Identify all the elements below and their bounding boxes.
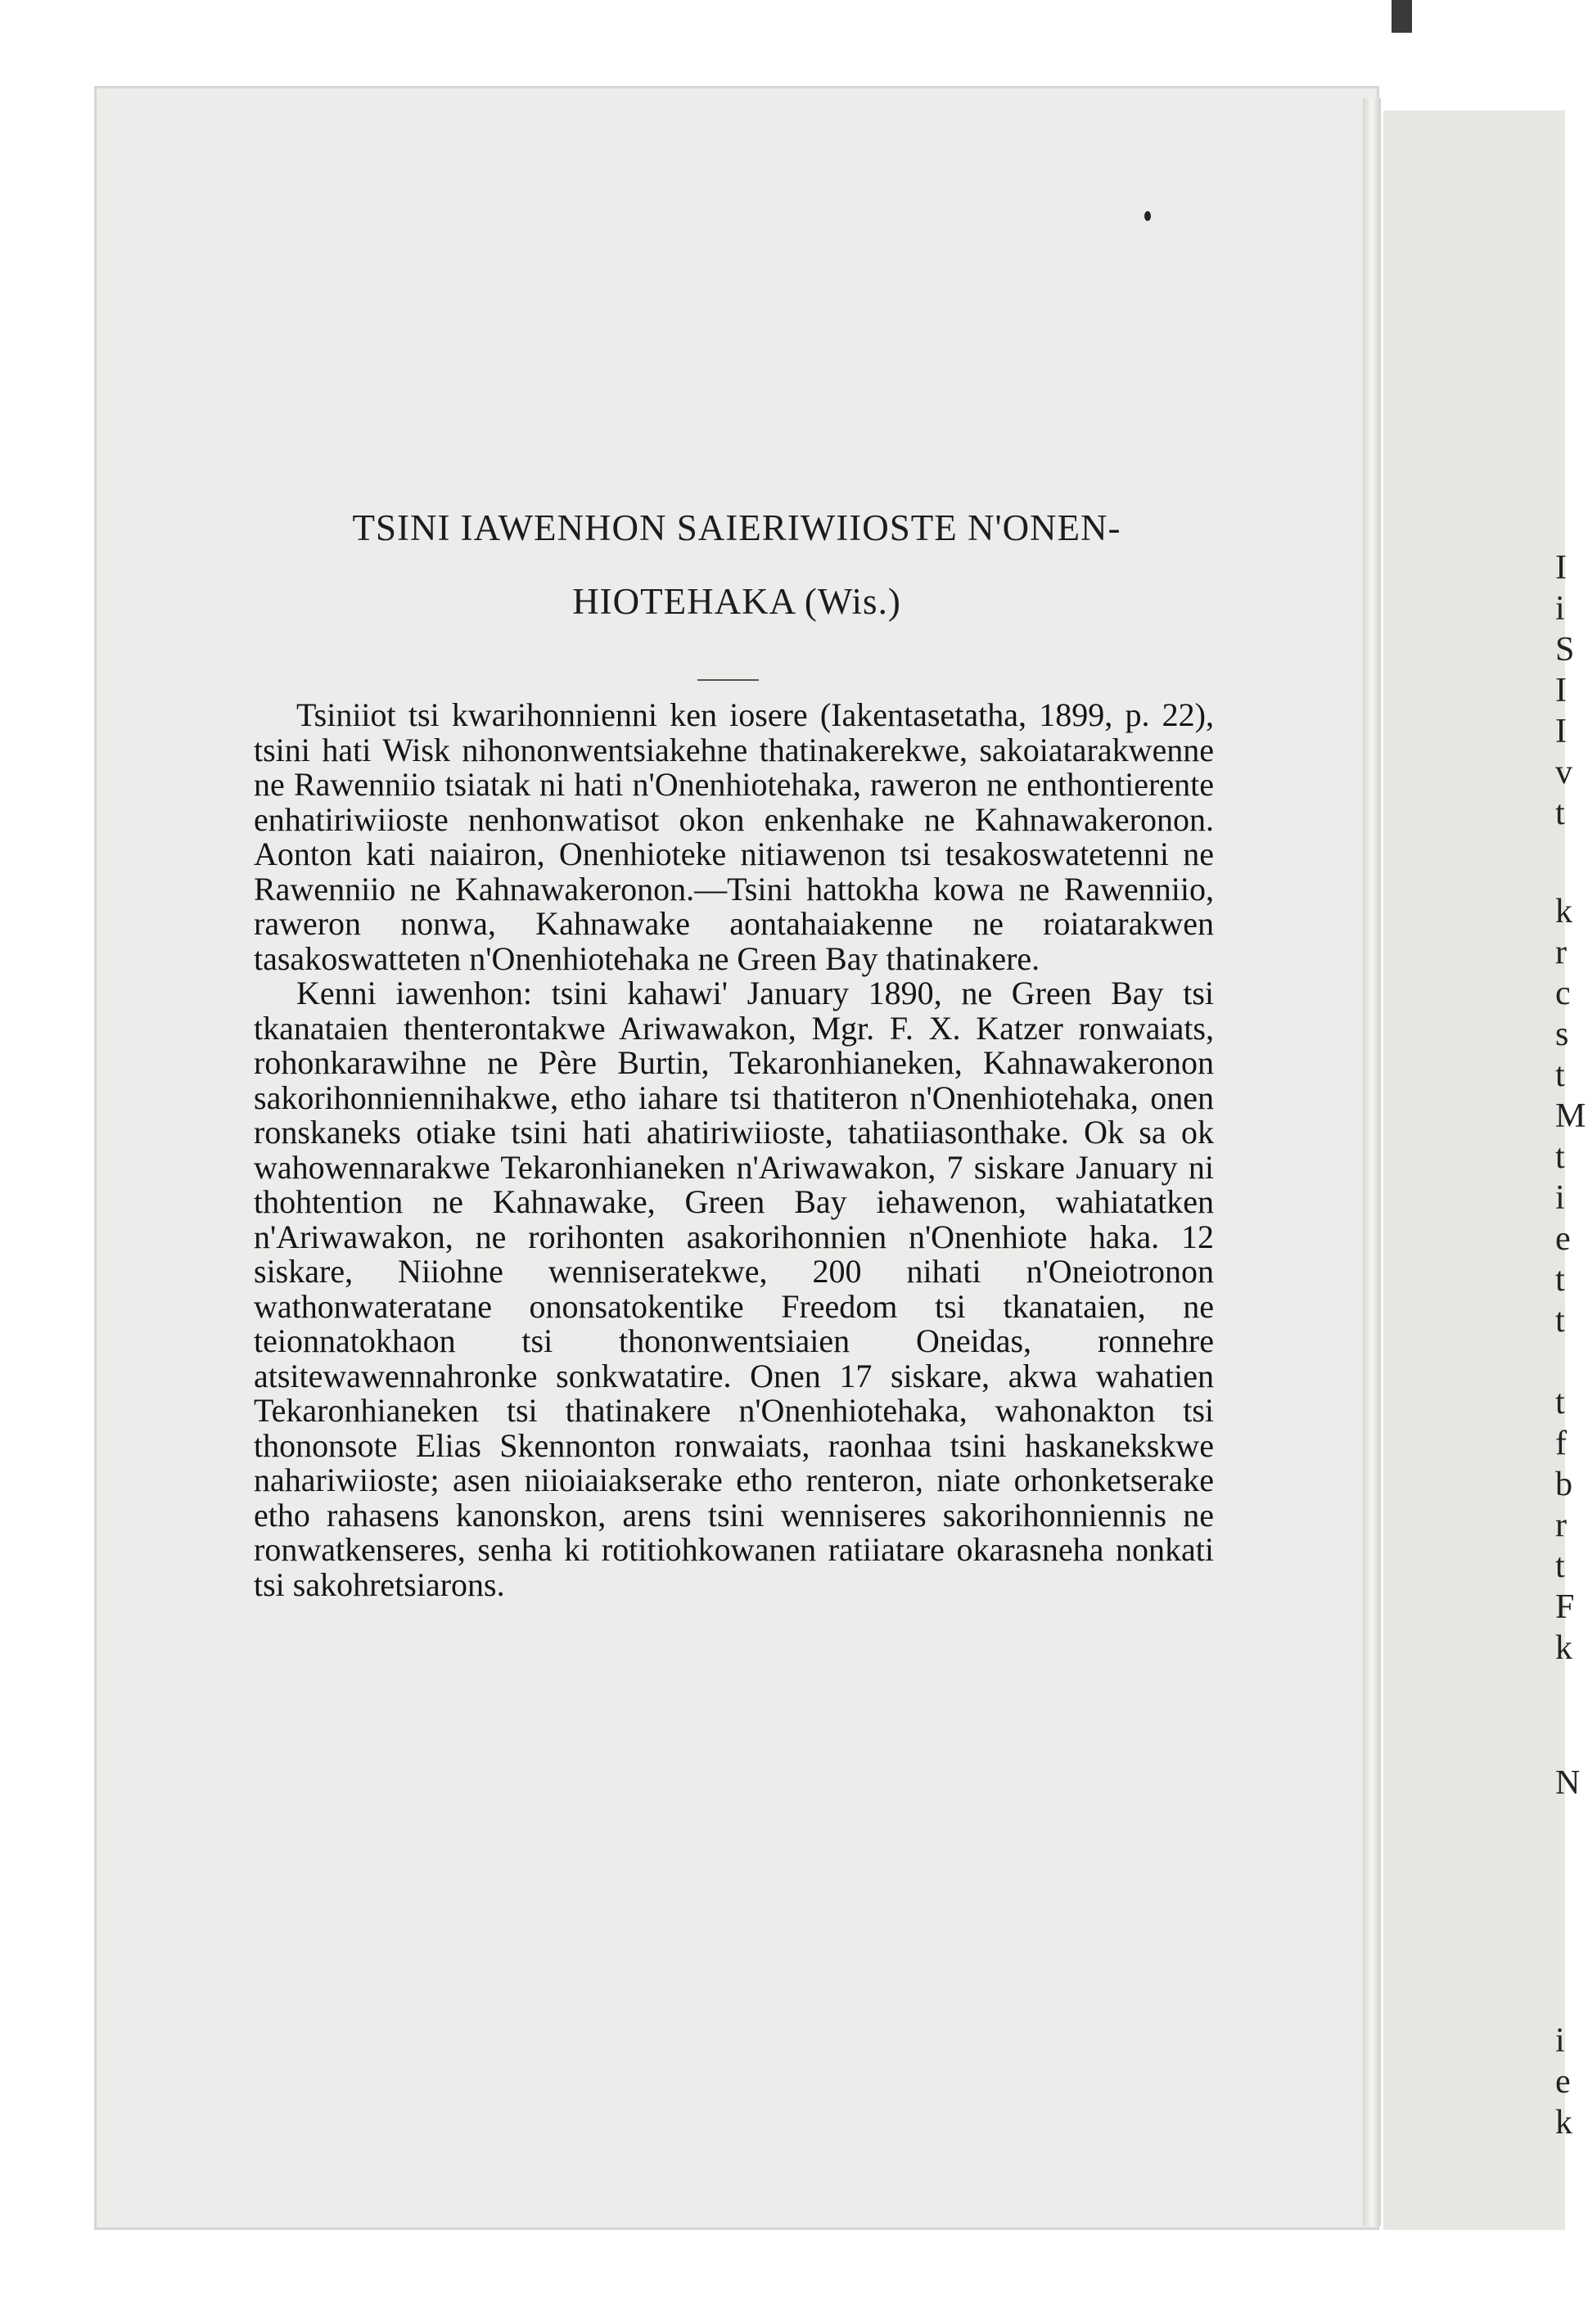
fragment: b xyxy=(1555,1466,1572,1503)
fragment: F xyxy=(1555,1588,1575,1626)
fragment: v xyxy=(1555,754,1572,791)
document-title xyxy=(229,491,1244,638)
fragment: i xyxy=(1555,2022,1565,2060)
fragment: t xyxy=(1555,1261,1565,1299)
facing-page-edge xyxy=(1383,110,1586,2230)
body-text xyxy=(254,698,1214,1602)
fragment: k xyxy=(1555,893,1572,930)
fragment: t xyxy=(1555,795,1565,832)
fragment: c xyxy=(1555,975,1571,1012)
fragment: N xyxy=(1555,1764,1581,1802)
fragment: t xyxy=(1555,1547,1565,1585)
paragraph: Kenni iawenhon: tsini kahawi' January 1890, ne Green Bay tsi tkanataien thenterontakwe Ariwawakon, Mgr. F. X. Katzer ronwaiats, rohonkarawihne ne Père Burtin, Tekaronhianeken, Kahnawakeronon sakorihonniennihakwe, etho iahare tsi thatiteron n'Onenhiotehaka, onen ronskaneks otiake tsini hati ahatiriwiioste, tahatiiasonthake. Ok sa ok wahowennarakwe Tekaronhianeken n'Ariwawakon, 7 siskare January ni thohtention ne Kahnawake, Green Bay iehawenon, wahiatatken n'Ariwawakon, ne rorihonten asakorihonnien n'Onenhiote haka. 12 siskare, Niiohne wenniseratekwe, 200 nihati n'Oneiotronon wathonwateratane ononsatokentike Freedom tsi tkanataien, ne teionnatokhaon tsi thononwentsiaien Oneidas, ronnehre atsitewawennahronke sonkwatatire. Onen 17 siskare, akwa wahatien Tekaronhianeken tsi thatinakere n'Onenhiotehaka, wahonakton tsi thononsote Elias Skennonton ronwaiats, raonhaa tsini haskanekskwe nahariwiioste; asen niioiaiakserake etho renteron, niate orhonketserake etho rahasens kanonskon, arens tsini wenniseres sakorihonniennis ne ronwatkenseres, senha ki rotitiohkowanen ratiiatare okarasneha nonkati tsi sakohretsiarons. xyxy=(254,975,1214,1603)
fragment: i xyxy=(1555,1179,1565,1217)
paragraph: Tsiniiot tsi kwarihonnienni ken iosere (Iakentasetatha, 1899, p. 22), tsini hati Wisk nihononwentsiakehne thatinakerekwe, sakoiatarakwenne ne Rawenniio tsiatak ni hati n'Onenhiotehaka, raweron ne enthontierente enhatiriwiioste nenhonwatisot okon enkenhake ne Kahnawakeronon. Aonton kati naiairon, Onenhioteke nitiawenon tsi tesakoswatetenni ne Rawenniio ne Kahnawakeronon.—Tsini hattokha kowa ne Rawenniio, raweron nonwa, Kahnawake aontahaiakenne ne roiatarakwen tasakoswatteten n'Onenhiotehaka ne Green Bay thatinakere. xyxy=(254,696,1214,977)
fragment: i xyxy=(1555,590,1565,628)
title-line-1: TSINI IAWENHON SAIERIWIIOSTE N'ONEN- xyxy=(352,507,1121,548)
fragment: r xyxy=(1555,934,1567,971)
fragment: s xyxy=(1555,1016,1569,1053)
fragment: S xyxy=(1555,631,1575,669)
fragment: I xyxy=(1555,549,1567,587)
fragment: r xyxy=(1555,1507,1567,1544)
ink-speck xyxy=(1144,211,1151,221)
title-divider xyxy=(697,679,759,681)
scan-mark xyxy=(1392,0,1412,33)
fragment: e xyxy=(1555,2063,1571,2101)
page-gutter xyxy=(1363,98,1381,2226)
fragment: t xyxy=(1555,1056,1565,1094)
fragment: e xyxy=(1555,1220,1571,1258)
title-line-2: HIOTEHAKA (Wis.) xyxy=(572,581,901,622)
fragment: f xyxy=(1555,1425,1567,1462)
fragment: M xyxy=(1555,1097,1586,1135)
fragment: k xyxy=(1555,2104,1572,2142)
fragment: I xyxy=(1555,672,1567,709)
fragment: k xyxy=(1555,1629,1572,1667)
fragment: t xyxy=(1555,1384,1565,1421)
fragment: t xyxy=(1555,1138,1565,1176)
fragment: I xyxy=(1555,713,1567,750)
fragment: t xyxy=(1555,1302,1565,1340)
